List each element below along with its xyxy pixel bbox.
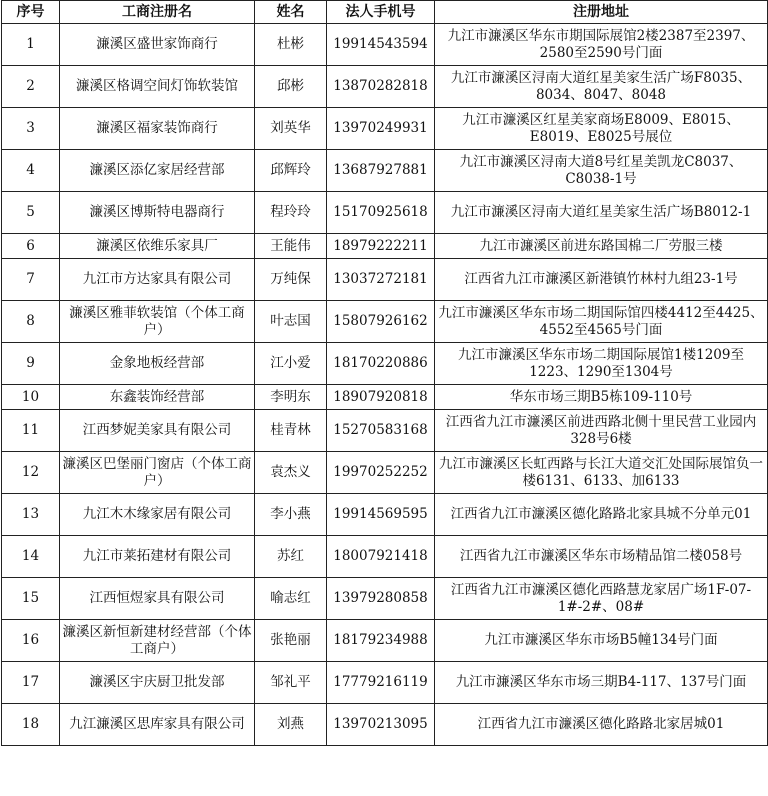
table-row — [2, 24, 768, 66]
row-business-name: 九江市莱拓建材有限公司 — [60, 536, 255, 578]
row-phone: 13979280858 — [327, 578, 435, 620]
header-phone: 法人手机号 — [327, 1, 435, 24]
table-row — [2, 578, 768, 620]
table-row — [2, 662, 768, 704]
row-person-name: 喻志红 — [255, 578, 327, 620]
row-no: 1 — [2, 24, 60, 66]
header-business-name: 工商注册名 — [60, 1, 255, 24]
table-row — [2, 108, 768, 150]
row-address: 江西省九江市濂溪区华东市场精品馆二楼058号 — [435, 536, 768, 578]
row-address: 九江市濂溪区华东市场B5幢134号门面 — [435, 620, 768, 662]
table-row — [2, 704, 768, 746]
row-phone: 13687927881 — [327, 150, 435, 192]
row-phone: 13970213095 — [327, 704, 435, 746]
row-address: 九江市濂溪区前进东路国棉二厂劳服三楼 — [435, 234, 768, 259]
row-phone: 15807926162 — [327, 301, 435, 343]
row-business-name: 濂溪区宇庆厨卫批发部 — [60, 662, 255, 704]
row-address: 江西省九江市濂溪区德化西路慧龙家居广场1F-07-1#-2#、08# — [435, 578, 768, 620]
row-address: 江西省九江市濂溪区前进西路北侧十里民营工业园内328号6楼 — [435, 410, 768, 452]
row-business-name: 江西梦妮美家具有限公司 — [60, 410, 255, 452]
table-row — [2, 494, 768, 536]
row-person-name: 苏红 — [255, 536, 327, 578]
row-business-name: 濂溪区格调空间灯饰软装馆 — [60, 66, 255, 108]
row-person-name: 李小燕 — [255, 494, 327, 536]
header-address: 注册地址 — [435, 1, 768, 24]
row-person-name: 王能伟 — [255, 234, 327, 259]
row-phone: 18007921418 — [327, 536, 435, 578]
row-phone: 17779216119 — [327, 662, 435, 704]
row-person-name: 袁杰义 — [255, 452, 327, 494]
table-row — [2, 536, 768, 578]
row-phone: 18179234988 — [327, 620, 435, 662]
row-phone: 18979222211 — [327, 234, 435, 259]
table-row — [2, 192, 768, 234]
row-no: 7 — [2, 259, 60, 301]
row-business-name: 九江市方达家具有限公司 — [60, 259, 255, 301]
row-no: 9 — [2, 343, 60, 385]
row-business-name: 濂溪区依维乐家具厂 — [60, 234, 255, 259]
table-row — [2, 452, 768, 494]
row-address: 九江市濂溪区红星美家商场E8009、E8015、E8019、E8025号展位 — [435, 108, 768, 150]
row-address: 九江市濂溪区华东市场三期B4-117、137号门面 — [435, 662, 768, 704]
row-person-name: 江小爱 — [255, 343, 327, 385]
row-business-name: 濂溪区新恒新建材经营部（个体工商户） — [60, 620, 255, 662]
row-address: 江西省九江市濂溪区德化路路北家居城01 — [435, 704, 768, 746]
table-row — [2, 343, 768, 385]
row-no: 12 — [2, 452, 60, 494]
row-person-name: 叶志国 — [255, 301, 327, 343]
row-no: 16 — [2, 620, 60, 662]
table-row — [2, 259, 768, 301]
row-no: 18 — [2, 704, 60, 746]
row-address: 九江市濂溪区华东市场二期国际馆四楼4412至4425、4552至4565号门面 — [435, 301, 768, 343]
row-person-name: 邱辉玲 — [255, 150, 327, 192]
row-business-name: 九江濂溪区思库家具有限公司 — [60, 704, 255, 746]
row-business-name: 濂溪区盛世家饰商行 — [60, 24, 255, 66]
row-person-name: 张艳丽 — [255, 620, 327, 662]
row-no: 14 — [2, 536, 60, 578]
row-address: 江西省九江市濂溪区新港镇竹林村九组23-1号 — [435, 259, 768, 301]
row-no: 4 — [2, 150, 60, 192]
row-phone: 18170220886 — [327, 343, 435, 385]
row-person-name: 桂青林 — [255, 410, 327, 452]
row-no: 15 — [2, 578, 60, 620]
row-no: 8 — [2, 301, 60, 343]
row-person-name: 李明东 — [255, 385, 327, 410]
row-phone: 13870282818 — [327, 66, 435, 108]
row-address: 九江市濂溪区浔南大道红星美家生活广场F8035、8034、8047、8048 — [435, 66, 768, 108]
row-address: 九江市濂溪区浔南大道8号红星美凯龙C8037、C8038-1号 — [435, 150, 768, 192]
row-no: 5 — [2, 192, 60, 234]
row-address: 江西省九江市濂溪区德化路路北家具城不分单元01 — [435, 494, 768, 536]
header-person-name: 姓名 — [255, 1, 327, 24]
row-business-name: 濂溪区福家装饰商行 — [60, 108, 255, 150]
row-address: 九江市濂溪区长虹西路与长江大道交汇处国际展馆负一楼6131、6133、加6133 — [435, 452, 768, 494]
row-address: 九江市濂溪区华东市期国际展馆2楼2387至2397、2580至2590号门面 — [435, 24, 768, 66]
row-no: 17 — [2, 662, 60, 704]
row-phone: 15270583168 — [327, 410, 435, 452]
row-business-name: 江西恒煜家具有限公司 — [60, 578, 255, 620]
row-person-name: 程玲玲 — [255, 192, 327, 234]
row-business-name: 濂溪区雅菲软装馆（个体工商户） — [60, 301, 255, 343]
row-person-name: 杜彬 — [255, 24, 327, 66]
table-row — [2, 66, 768, 108]
registry-table — [1, 0, 768, 746]
table-row — [2, 385, 768, 410]
row-business-name: 濂溪区博斯特电器商行 — [60, 192, 255, 234]
row-phone: 18907920818 — [327, 385, 435, 410]
row-person-name: 邹礼平 — [255, 662, 327, 704]
row-no: 3 — [2, 108, 60, 150]
row-phone: 19970252252 — [327, 452, 435, 494]
row-person-name: 万纯保 — [255, 259, 327, 301]
table-row — [2, 150, 768, 192]
row-business-name: 东鑫装饰经营部 — [60, 385, 255, 410]
row-no: 10 — [2, 385, 60, 410]
table-row — [2, 234, 768, 259]
row-phone: 13037272181 — [327, 259, 435, 301]
row-address: 九江市濂溪区浔南大道红星美家生活广场B8012-1 — [435, 192, 768, 234]
header-row — [2, 1, 768, 24]
row-no: 13 — [2, 494, 60, 536]
table-row — [2, 620, 768, 662]
row-no: 6 — [2, 234, 60, 259]
row-person-name: 刘燕 — [255, 704, 327, 746]
row-person-name: 刘英华 — [255, 108, 327, 150]
row-business-name: 濂溪区巴堡丽门窗店（个体工商户） — [60, 452, 255, 494]
row-business-name: 濂溪区添亿家居经营部 — [60, 150, 255, 192]
row-phone: 13970249931 — [327, 108, 435, 150]
row-address: 华东市场三期B5栋109-110号 — [435, 385, 768, 410]
row-address: 九江市濂溪区华东市场二期国际展馆1楼1209至1223、1290至1304号 — [435, 343, 768, 385]
table-row — [2, 410, 768, 452]
row-business-name: 金象地板经营部 — [60, 343, 255, 385]
header-no: 序号 — [2, 1, 60, 24]
row-person-name: 邱彬 — [255, 66, 327, 108]
row-business-name: 九江木木缘家居有限公司 — [60, 494, 255, 536]
row-phone: 15170925618 — [327, 192, 435, 234]
row-no: 2 — [2, 66, 60, 108]
table-row — [2, 301, 768, 343]
row-phone: 19914543594 — [327, 24, 435, 66]
row-no: 11 — [2, 410, 60, 452]
row-phone: 19914569595 — [327, 494, 435, 536]
